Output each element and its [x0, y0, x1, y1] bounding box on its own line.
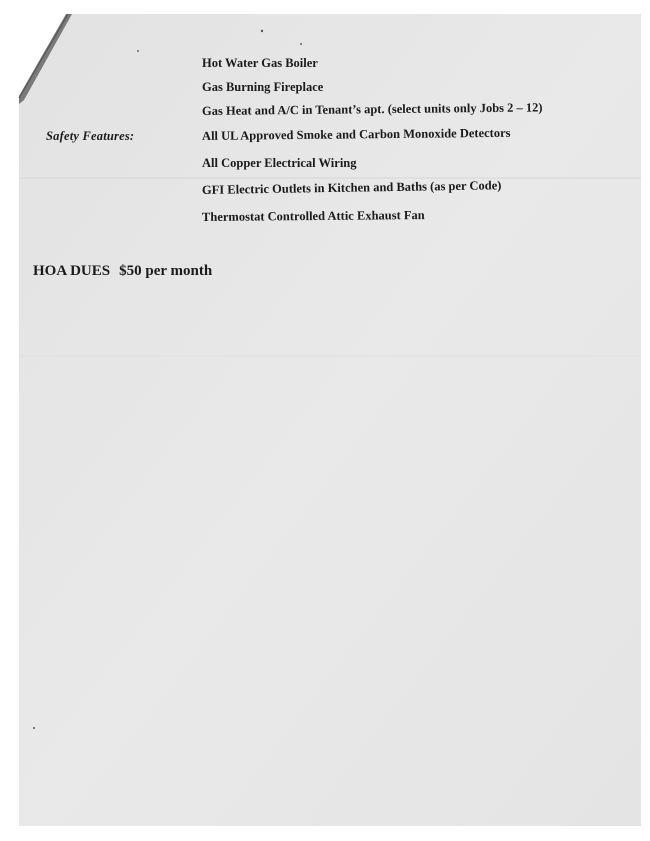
feature-smoke-co-detectors: All UL Approved Smoke and Carbon Monoxide Detectors: [201, 125, 511, 143]
feature-gfi-outlets: GFI Electric Outlets in Kitchen and Baths (as per Code): [201, 178, 502, 197]
hoa-dues-line: [33, 263, 212, 280]
feature-gas-burning-fireplace: Gas Burning Fireplace: [202, 80, 324, 94]
hoa-dues-amount: $50 per month: [119, 263, 213, 279]
feature-gas-heat-ac: Gas Heat and A/C in Tenant’s apt. (select units only Jobs 2 – 12): [201, 100, 543, 118]
feature-hot-water-gas-boiler: Hot Water Gas Boiler: [202, 56, 318, 70]
feature-copper-wiring: All Copper Electrical Wiring: [202, 156, 357, 170]
safety-features-label: Safety Features:: [46, 129, 135, 143]
hoa-dues-label: HOA DUES: [33, 263, 111, 279]
feature-attic-exhaust-fan: Thermostat Controlled Attic Exhaust Fan: [201, 208, 425, 224]
